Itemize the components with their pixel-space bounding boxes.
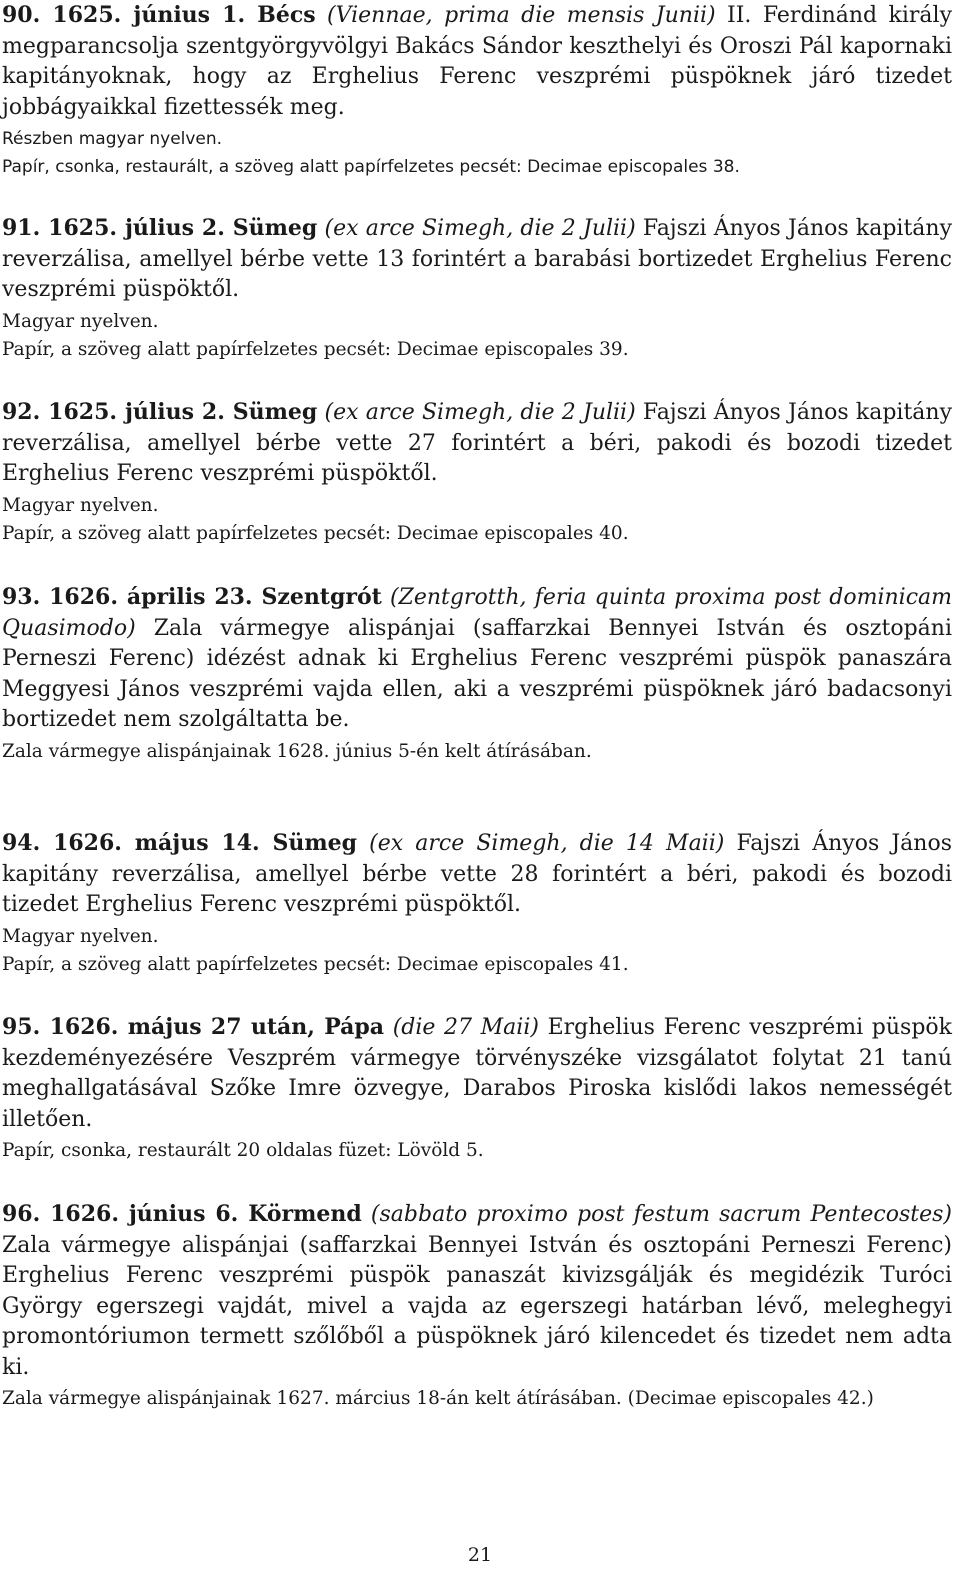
- entry-summary: Fajszi Ányos János kapitány reverzálisa, amellyel bérbe vette 13 forintért a barabási bortizedet Erghelius Ferenc veszprémi püspöktől.: [2, 216, 952, 302]
- entry-heading: [2, 1012, 952, 1135]
- entry-date: 1626. április 23.: [49, 584, 253, 610]
- entry-date: 1626. május 14.: [53, 830, 260, 856]
- entry-date: 1626. május 27 után,: [49, 1014, 315, 1040]
- entry-language: Részben magyar nyelven.: [2, 129, 223, 149]
- entry-heading: [2, 828, 952, 921]
- entry-place: Sümeg: [272, 830, 357, 856]
- entry-summary: Fajszi Ányos János kapitány reverzálisa, amellyel bérbe vette 28 forintért a béri, pakodi és bozodi tizedet Erghelius Ferenc veszprémi püspöktől.: [2, 831, 952, 917]
- entry-heading: [2, 582, 952, 736]
- entry-place: Sümeg: [232, 399, 318, 425]
- entry-date: 1625. július 2.: [48, 215, 225, 241]
- entry-number: 90.: [2, 2, 41, 28]
- entry-place: Körmend: [248, 1201, 362, 1227]
- entry-latin: (Zentgrotth, feria quinta proxima post dominicam Quasimodo): [2, 585, 952, 641]
- entry-source: Papír, a szöveg alatt papírfelzetes pecsét: Decimae episcopales 40.: [2, 522, 629, 544]
- entry-90: [2, 0, 952, 181]
- entry-latin: (ex arce Simegh, die 2 Julii): [324, 216, 636, 241]
- entry-latin: (Viennae, prima die mensis Junii): [327, 3, 716, 28]
- entry-91: [2, 213, 952, 364]
- entry-summary: Erghelius Ferenc veszprémi püspök kezdeményezésére Veszprém vármegye törvényszéke vizsgálatot folytat 21 tanú meghallgatásával Szőke Imre özvegye, Darabos Piroska kislődi lakos nemességét illetően.: [2, 1015, 952, 1132]
- entry-96: [2, 1199, 952, 1413]
- entry-source: Zala vármegye alispánjainak 1627. március 18-án kelt átírásában. (Decimae episcopales 42.): [2, 1388, 874, 1409]
- entry-summary: II. Ferdinánd király megparancsolja szentgyörgyvölgyi Bakács Sándor keszthelyi és Oroszi Pál kapornaki kapitányoknak, hogy az Erghelius Ferenc veszprémi püspöknek járó tizedet jobbágyaikkal fizettessék meg.: [2, 3, 952, 120]
- entry-number: 95.: [2, 1014, 41, 1040]
- entry-language: Magyar nyelven.: [2, 494, 159, 516]
- entry-heading: [2, 1199, 952, 1383]
- entry-92: [2, 397, 952, 548]
- entry-heading: [2, 213, 952, 306]
- entry-summary: Zala vármegye alispánjai (saffarzkai Bennyei István és osztopáni Perneszi Ferenc) idézést adnak ki Erghelius Ferenc veszprémi püspök panaszára Meggyesi János veszprémi vajda ellen, aki a veszprémi püspöknek járó badacsonyi bortizedet nem szolgáltatta be.: [2, 615, 952, 732]
- entry-heading: [2, 0, 952, 123]
- entry-language: Magyar nyelven.: [2, 925, 159, 947]
- entry-source: Papír, a szöveg alatt papírfelzetes pecsét: Decimae episcopales 39.: [2, 338, 629, 360]
- entry-number: 96.: [2, 1201, 41, 1227]
- entry-93: [2, 582, 952, 766]
- entry-language: Magyar nyelven.: [2, 310, 159, 332]
- entry-source: Papír, csonka, restaurált, a szöveg alatt papírfelzetes pecsét: Decimae episcopales 38.: [2, 157, 740, 177]
- entry-source: Papír, csonka, restaurált 20 oldalas füzet: Lövöld 5.: [2, 1140, 484, 1161]
- entry-95: [2, 1012, 952, 1165]
- entry-94: [2, 828, 952, 979]
- entry-summary: Fajszi Ányos János kapitány reverzálisa, amellyel bérbe vette 27 forintért a béri, pakodi és bozodi tizedet Erghelius Ferenc veszprémi püspöktől.: [2, 400, 952, 486]
- entry-place: Sümeg: [232, 215, 318, 241]
- entry-source: Papír, a szöveg alatt papírfelzetes pecsét: Decimae episcopales 41.: [2, 953, 629, 975]
- entry-heading: [2, 397, 952, 490]
- entry-number: 92.: [2, 399, 41, 425]
- entry-place: Pápa: [324, 1014, 385, 1040]
- entry-number: 91.: [2, 215, 41, 241]
- entry-date: 1625. június 1.: [52, 2, 246, 28]
- page-number: 21: [467, 1544, 493, 1566]
- entry-source: Zala vármegye alispánjainak 1628. június 5-én kelt átírásában.: [2, 740, 592, 762]
- entry-date: 1625. július 2.: [48, 399, 225, 425]
- entry-place: Szentgrót: [261, 584, 382, 610]
- entry-latin: (ex arce Simegh, die 2 Julii): [324, 400, 636, 425]
- entry-latin: (die 27 Maii): [392, 1015, 539, 1040]
- entry-date: 1626. június 6.: [50, 1201, 239, 1227]
- entry-number: 94.: [2, 830, 41, 856]
- entry-summary: Zala vármegye alispánjai (saffarzkai Bennyei István és osztopáni Perneszi Ferenc) Erghelius Ferenc veszprémi püspök panaszát kivizsgálják és megidézik Turóci György egerszegi vajdát, mivel a vajda az egerszegi határban lévő, meleghegyi promontóriumon termett szőlőből a püspöknek járó kilencedet és tizedet nem adta ki.: [2, 1232, 952, 1380]
- entry-latin: (sabbato proximo post festum sacrum Pentecostes): [370, 1202, 953, 1227]
- entry-latin: (ex arce Simegh, die 14 Maii): [369, 831, 725, 856]
- entry-number: 93.: [2, 584, 41, 610]
- entry-place: Bécs: [257, 2, 316, 28]
